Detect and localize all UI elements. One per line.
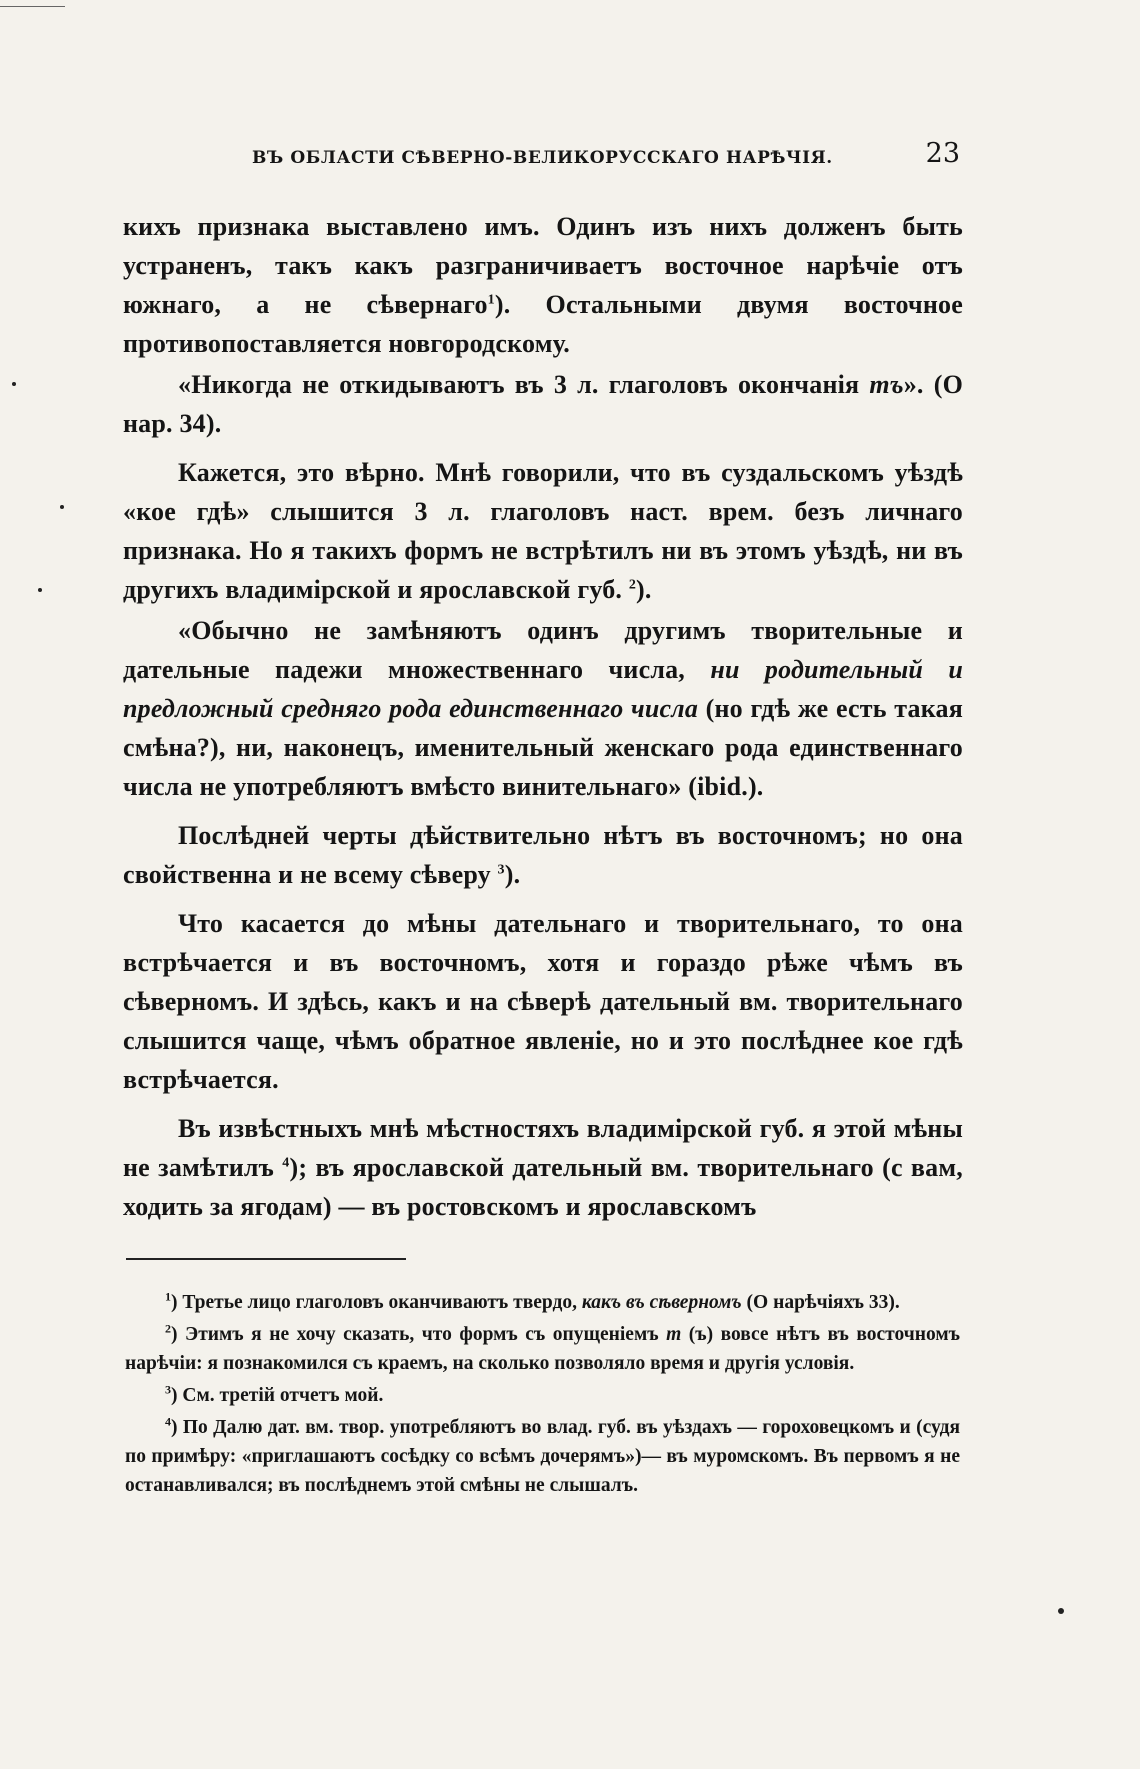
text-run: ) См. третій отчетъ мой. bbox=[171, 1385, 384, 1406]
paragraph-2 bbox=[123, 365, 963, 443]
italic-run: ни родительный и предложный средняго рода единственнаго числа bbox=[123, 655, 963, 723]
footnote-separator bbox=[126, 1258, 406, 1260]
footnote-3 bbox=[125, 1381, 960, 1410]
footnote-ref: 2 bbox=[628, 577, 637, 593]
scan-speck bbox=[60, 505, 64, 509]
text-run: ); въ ярославской дательный вм. творительнаго (с вам, ходить за ягодам) — въ ростовскомъ и ярославскомъ bbox=[123, 1153, 963, 1221]
text-run: «Обычно не замѣняютъ одинъ другимъ творительные и дательные падежи множественнаго числа, bbox=[123, 616, 963, 684]
paragraph-6 bbox=[123, 904, 963, 1099]
text-run: кихъ признака выставлено имъ. Одинъ изъ нихъ долженъ быть устраненъ, такъ какъ разграничиваетъ восточное нарѣчіе отъ южнаго, а не сѣвернаго bbox=[123, 212, 963, 319]
footnote-ref: 1 bbox=[487, 292, 495, 308]
body-text bbox=[123, 207, 963, 1226]
paragraph-7 bbox=[123, 1109, 963, 1226]
paragraph-4 bbox=[123, 611, 963, 806]
scan-speck bbox=[1058, 1608, 1064, 1614]
italic-run: тъ bbox=[869, 370, 904, 399]
footnote-marker: 2 bbox=[165, 1321, 171, 1336]
text-run: Что касается до мѣны дательнаго и творительнаго, то она встрѣчается и въ восточномъ, хотя и гораздо рѣже чѣмъ въ сѣверномъ. И здѣсь, какъ и на сѣверѣ дательный вм. творительнаго слышится чаще, чѣмъ обратное явленіе, но и это послѣднее кое гдѣ встрѣчается. bbox=[123, 909, 963, 1094]
footnote-ref: 3 bbox=[497, 862, 505, 878]
paragraph-1 bbox=[123, 207, 963, 363]
footnote-4 bbox=[125, 1413, 960, 1500]
footnote-marker: 1 bbox=[165, 1289, 171, 1304]
page-header bbox=[152, 138, 960, 178]
footnote-marker: 4 bbox=[165, 1414, 171, 1429]
text-run: ). Остальными двумя восточное противопоставляется новгородскому. bbox=[123, 290, 963, 358]
footnotes bbox=[125, 1288, 960, 1503]
text-run: Кажется, это вѣрно. Мнѣ говорили, что въ суздальскомъ уѣздѣ «кое гдѣ» слышится 3 л. глаголовъ наст. врем. безъ личнаго признака. Но я такихъ формъ не встрѣтилъ ни въ этомъ уѣздѣ, ни въ другихъ владимірской и ярославской губ. bbox=[123, 458, 963, 604]
paragraph-3 bbox=[123, 453, 963, 609]
text-run: ) По Далю дат. вм. твор. употребляютъ во влад. губ. въ уѣздахъ — гороховецкомъ и (судя по примѣру: «приглашаютъ сосѣдку со всѣмъ дочерямъ»)— въ муромскомъ. Въ первомъ я не останавливался; въ послѣднемъ этой смѣны не слышалъ. bbox=[125, 1417, 960, 1496]
text-run: Послѣдней черты дѣйствительно нѣтъ въ восточномъ; но она свойственна и не всему сѣверу bbox=[123, 821, 963, 889]
text-run: (но гдѣ же есть такая смѣна?), ни, наконецъ, именительный женскаго рода единственнаго числа не употребляютъ вмѣсто винительнаго» (ibid.). bbox=[123, 694, 963, 801]
text-run: (ъ) вовсе нѣтъ въ восточномъ нарѣчіи: я познакомился съ краемъ, на сколько позволяло время и другія условія. bbox=[125, 1324, 960, 1374]
footnote-1 bbox=[125, 1288, 960, 1317]
text-run: ) Третье лицо глаголовъ оканчиваютъ твердо, bbox=[171, 1292, 582, 1313]
italic-run: т bbox=[666, 1324, 682, 1345]
footnote-2 bbox=[125, 1320, 960, 1378]
italic-run: какъ въ сѣверномъ bbox=[581, 1292, 742, 1313]
footnote-marker: 3 bbox=[165, 1382, 171, 1397]
paragraph-5 bbox=[123, 816, 963, 894]
scan-speck bbox=[12, 382, 16, 386]
footnote-ref: 4 bbox=[282, 1155, 290, 1171]
text-run: «Никогда не откидываютъ въ 3 л. глаголовъ окончанія bbox=[178, 370, 870, 399]
page-number: 23 bbox=[925, 138, 960, 169]
text-run: ). bbox=[636, 575, 652, 604]
text-run: ». (О нар. 34). bbox=[123, 370, 963, 438]
text-run: (О нарѣчіяхъ 33). bbox=[741, 1292, 900, 1313]
text-run: Въ извѣстныхъ мнѣ мѣстностяхъ владимірской губ. я этой мѣны не замѣтилъ bbox=[123, 1114, 963, 1182]
scan-speck bbox=[38, 588, 42, 592]
text-run: ). bbox=[504, 860, 521, 889]
text-run: ) Этимъ я не хочу сказать, что формъ съ опущеніемъ bbox=[171, 1324, 667, 1345]
top-edge-rule bbox=[0, 6, 65, 7]
running-title: ВЪ ОБЛАСТИ СѢВЕРНО-ВЕЛИКОРУССКАГО НАРѢЧІЯ. bbox=[252, 148, 833, 168]
